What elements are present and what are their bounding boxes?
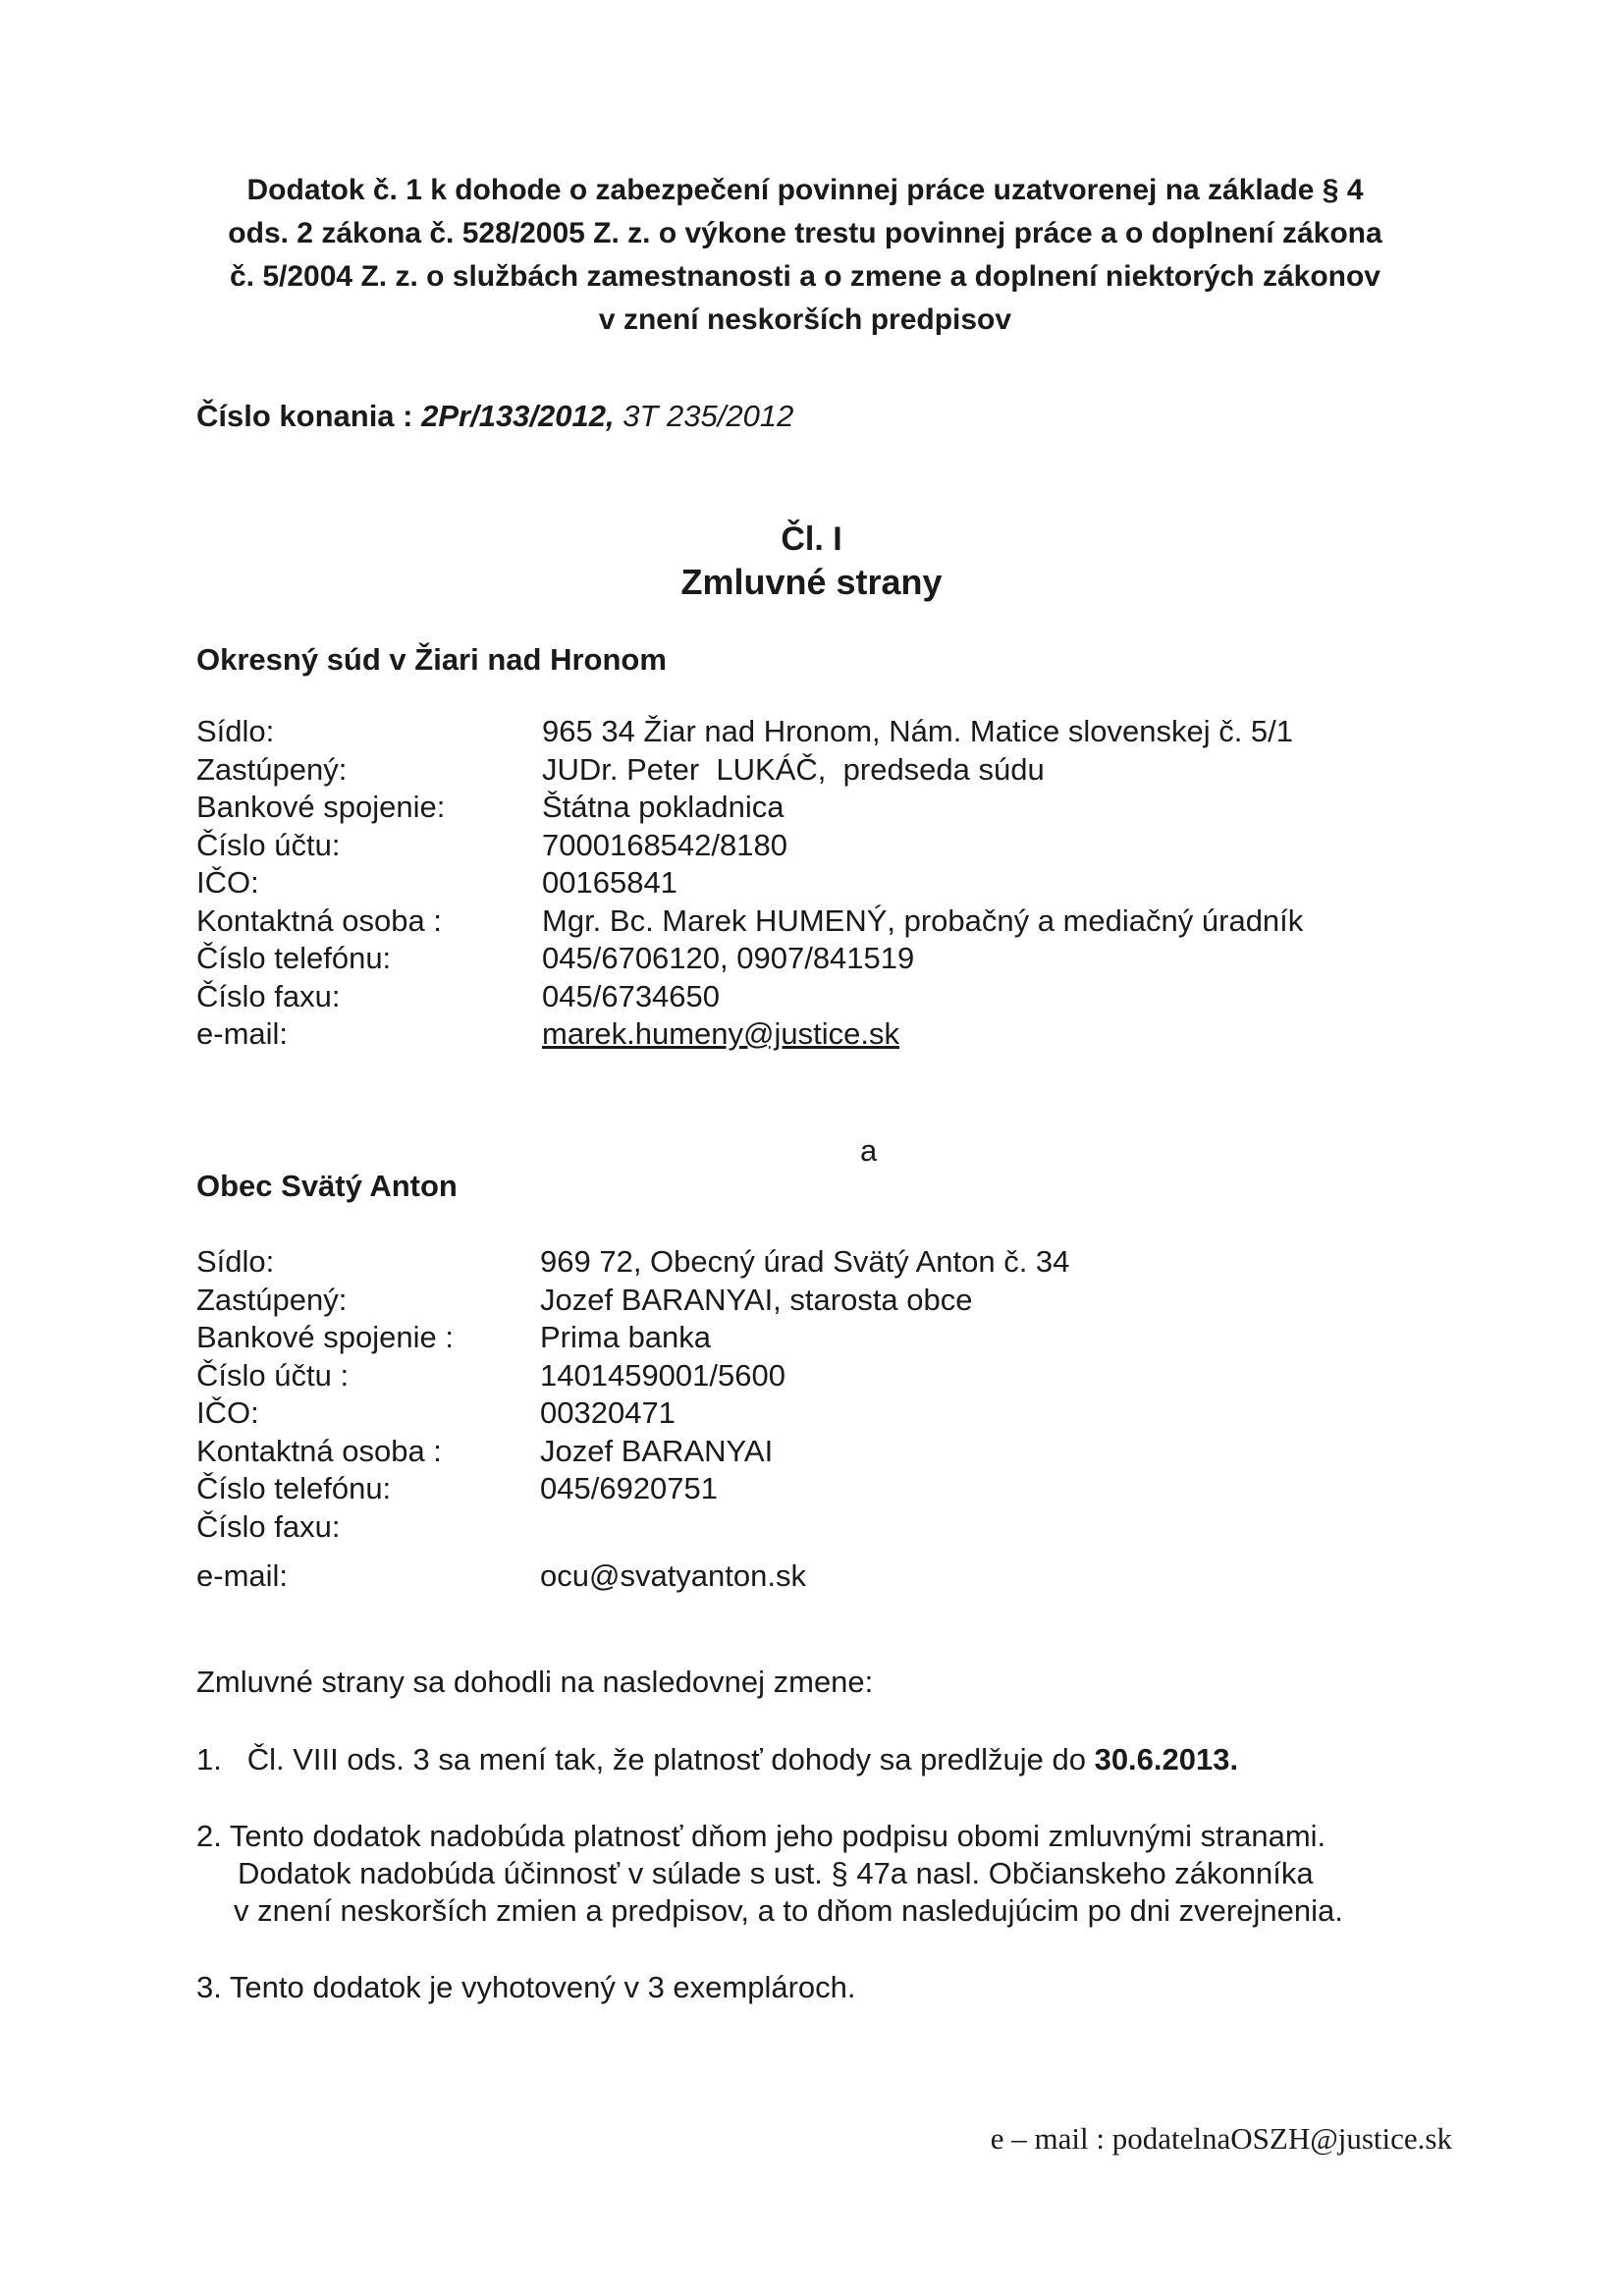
info-label: Číslo účtu : (196, 1357, 350, 1393)
info-value: Jozef BARANYAI (540, 1433, 774, 1468)
info-value: 045/6920751 (540, 1471, 719, 1505)
info-value: 969 72, Obecný úrad Svätý Anton č. 34 (540, 1244, 1070, 1279)
info-value: 7000168542/8180 (542, 827, 787, 862)
list-item-2-line-2: Dodatok nadobúda účinnosť v súlade s ust. § 47a nasl. Občianskeho zákonníka (238, 1856, 1314, 1890)
info-label: Číslo faxu: (196, 978, 341, 1013)
info-label: Zastúpený: (196, 751, 348, 787)
list-item-1-date: 30.6.2013. (1094, 1742, 1239, 1777)
list-item-2 (196, 1818, 1343, 1930)
title-line-1: Dodatok č. 1 k dohode o zabezpečení povinnej práce uzatvorenej na základe § 4 (246, 174, 1364, 206)
title-line-3: č. 5/2004 Z. z. o službách zamestnanosti a o zmene a doplnení niektorých zákonov (230, 260, 1380, 293)
list-item-2-line-3: v znení neskorších zmien a predpisov, a to dňom nasledujúcim po dni zverejnenia. (234, 1893, 1343, 1928)
info-label: Bankové spojenie: (196, 790, 446, 824)
info-label: Číslo účtu: (196, 827, 341, 862)
title-line-4: v znení neskorších predpisov (598, 303, 1012, 336)
info-value: 1401459001/5600 (540, 1357, 785, 1393)
list-item-3-text: 3. Tento dodatok je vyhotovený v 3 exemplároch. (196, 1970, 856, 2004)
info-label: IČO: (196, 865, 259, 900)
conjunction: a (860, 1133, 878, 1168)
list-item-1-prefix: 1. Čl. VIII ods. 3 sa mení tak, že platnosť dohody sa predlžuje do (196, 1742, 1095, 1777)
info-label: Bankové spojenie : (196, 1320, 454, 1354)
info-label: Číslo telefónu: (196, 941, 392, 975)
info-label: e-mail: (196, 1558, 289, 1593)
case-number-label: Číslo konania : (196, 399, 413, 433)
footer-email: e – mail : podatelnaOSZH@justice.sk (990, 2121, 1452, 2156)
info-value: JUDr. Peter LUKÁČ, predseda súdu (542, 751, 1045, 787)
email-link[interactable]: ocu@svatyanton.sk (540, 1558, 806, 1593)
article-title: Zmluvné strany (680, 562, 943, 602)
info-label: Zastúpený: (196, 1282, 348, 1317)
info-value: 045/6734650 (542, 978, 721, 1013)
case-number-secondary: 3T 235/2012 (622, 399, 794, 433)
info-label: e-mail: (196, 1016, 289, 1051)
info-label: Sídlo: (196, 1244, 275, 1279)
info-label: Číslo faxu: (196, 1508, 341, 1544)
case-number-primary: 2Pr/133/2012, (421, 399, 615, 433)
list-item-2-line-1: 2. Tento dodatok nadobúda platnosť dňom jeho podpisu obomi zmluvnými stranami. (196, 1819, 1326, 1853)
info-label: IČO: (196, 1395, 259, 1430)
info-label: Sídlo: (196, 714, 275, 748)
agreement-intro: Zmluvné strany sa dohodli na nasledovnej zmene: (196, 1665, 874, 1699)
info-value: Prima banka (540, 1320, 712, 1354)
info-label: Číslo telefónu: (196, 1471, 392, 1505)
info-value: 00320471 (540, 1395, 676, 1430)
document-title (147, 169, 1463, 342)
case-number (196, 399, 793, 434)
list-item-3 (196, 1969, 856, 2006)
info-label: Kontaktná osoba : (196, 1433, 442, 1468)
info-value: 045/6706120, 0907/841519 (542, 941, 915, 975)
info-value: Štátna pokladnica (542, 790, 784, 824)
party-2-name: Obec Svätý Anton (196, 1169, 458, 1203)
info-value: Mgr. Bc. Marek HUMENÝ, probačný a mediačný úradník (542, 902, 1304, 938)
info-value: 965 34 Žiar nad Hronom, Nám. Matice slovenskej č. 5/1 (542, 714, 1294, 748)
article-number: Čl. I (781, 520, 842, 558)
info-value: 00165841 (542, 865, 677, 900)
list-item-1 (196, 1741, 1238, 1778)
email-link[interactable]: marek.humeny@justice.sk (542, 1016, 899, 1051)
party-1-name: Okresný súd v Žiari nad Hronom (196, 642, 667, 677)
list-item-1-text (196, 1741, 1238, 1778)
info-label: Kontaktná osoba : (196, 902, 442, 938)
title-line-2: ods. 2 zákona č. 528/2005 Z. z. o výkone trestu povinnej práce a o doplnení zákona (228, 217, 1382, 249)
info-value: Jozef BARANYAI, starosta obce (540, 1282, 973, 1317)
